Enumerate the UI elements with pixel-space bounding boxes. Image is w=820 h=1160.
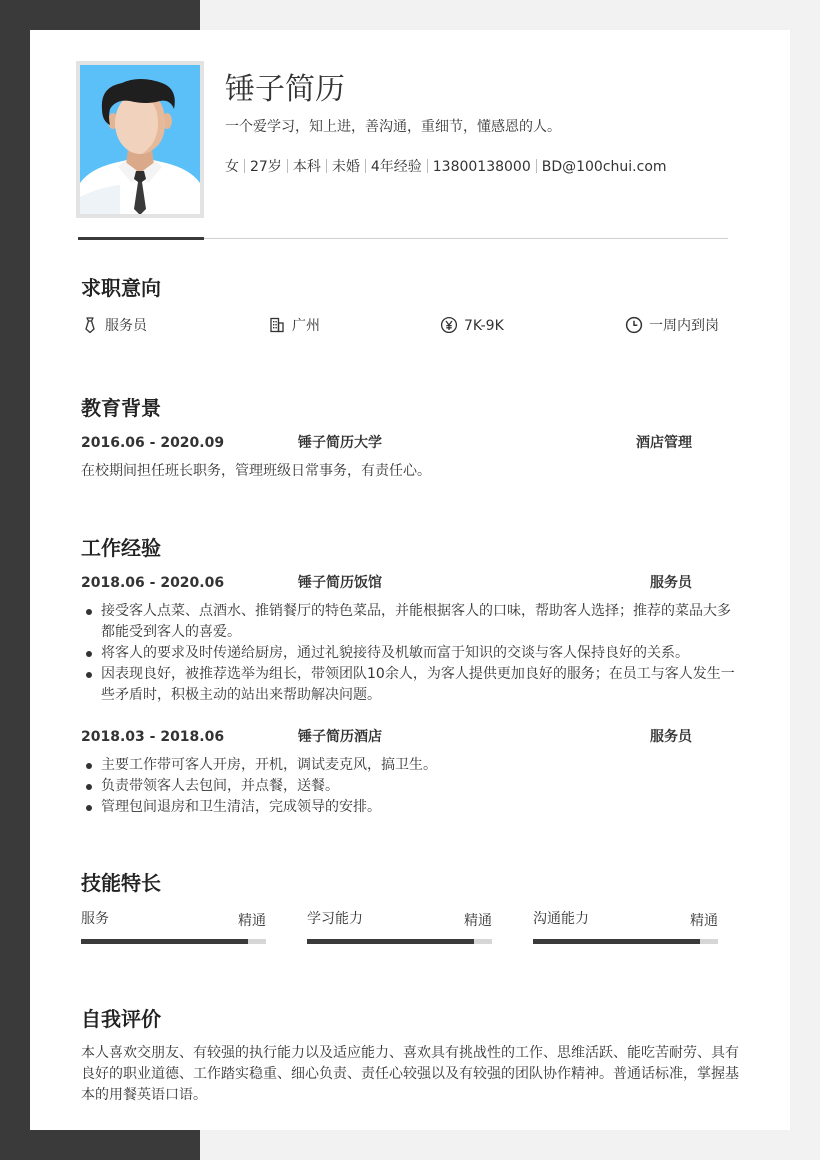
info-separator — [427, 159, 428, 173]
skill-level: 精通 — [690, 913, 718, 929]
skill-bar-fill — [307, 939, 474, 944]
skill-bar-track — [81, 939, 266, 944]
skill-name: 沟通能力 — [533, 911, 589, 927]
avatar-illustration — [80, 65, 200, 214]
work-2-role: 服务员 — [650, 729, 692, 745]
info-separator — [244, 159, 245, 173]
skill-bar-fill — [533, 939, 700, 944]
section-title-intent: 求职意向 — [81, 276, 161, 300]
education-school: 锤子简历大学 — [298, 435, 382, 451]
education-date: 2016.06 - 2020.09 — [81, 435, 225, 451]
skill-learning — [307, 910, 492, 950]
work-1-duties — [81, 601, 741, 706]
info-degree: 本科 — [292, 159, 321, 175]
info-email: BD@100chui.com — [541, 159, 667, 175]
work-1-company: 锤子简历饭馆 — [298, 575, 382, 591]
info-separator — [536, 159, 537, 173]
personal-info-line — [225, 158, 667, 176]
list-item: 因表现良好，被推荐选举为组长，带领团队10余人，为客人提供更加良好的服务；在员工与客人发生一些矛盾时，积极主动的站出来帮助解决问题。 — [81, 664, 741, 706]
self-evaluation-text: 本人喜欢交朋友、有较强的执行能力以及适应能力、喜欢具有挑战性的工作、思维活跃、能吃苦耐劳、具有良好的职业道德、工作踏实稳重、细心负责、责任心较强以及有较强的团队协作精神。普通话标准，掌握基本的用餐英语口语。 — [81, 1045, 739, 1103]
education-description: 在校期间担任班长职务，管理班级日常事务，有责任心。 — [81, 463, 431, 479]
list-item: 接受客人点菜、点酒水、推销餐厅的特色菜品，并能根据客人的口味，帮助客人选择；推荐的菜品大多都能受到客人的喜爱。 — [81, 601, 741, 643]
candidate-motto: 一个爱学习，知上进，善沟通，重细节，懂感恩的人。 — [225, 119, 561, 135]
yen-icon — [440, 316, 458, 334]
skill-name: 学习能力 — [307, 911, 363, 927]
section-title-work: 工作经验 — [81, 536, 161, 560]
info-separator — [287, 159, 288, 173]
info-phone: 13800138000 — [432, 159, 531, 175]
list-item: 负责带领客人去包间，并点餐，送餐。 — [81, 776, 741, 797]
intent-position — [81, 316, 147, 336]
info-gender: 女 — [225, 159, 239, 175]
info-marital: 未婚 — [331, 159, 360, 175]
list-item: 主要工作带可客人开房，开机，调试麦克风，搞卫生。 — [81, 755, 741, 776]
intent-salary — [440, 316, 504, 336]
candidate-name: 锤子简历 — [225, 72, 345, 107]
work-2-duties — [81, 755, 741, 818]
section-title-skills: 技能特长 — [81, 871, 161, 895]
intent-position-text: 服务员 — [105, 318, 147, 334]
work-2-date: 2018.03 - 2018.06 — [81, 729, 225, 745]
skill-bar-track — [307, 939, 492, 944]
skill-name: 服务 — [81, 911, 109, 927]
list-item: 管理包间退房和卫生清洁，完成领导的安排。 — [81, 797, 741, 818]
education-major: 酒店管理 — [636, 435, 692, 451]
skill-service — [81, 910, 266, 950]
skill-level: 精通 — [464, 913, 492, 929]
info-separator — [365, 159, 366, 173]
skill-bar-track — [533, 939, 718, 944]
intent-city — [268, 316, 320, 336]
skill-bar-fill — [81, 939, 248, 944]
intent-availability — [625, 316, 719, 336]
skill-communication — [533, 910, 718, 950]
building-icon — [268, 316, 286, 334]
section-title-self-evaluation: 自我评价 — [81, 1007, 161, 1031]
tie-icon — [81, 316, 99, 334]
work-1-role: 服务员 — [650, 575, 692, 591]
avatar — [76, 61, 204, 218]
info-experience: 4年经验 — [370, 159, 422, 175]
section-title-education: 教育背景 — [81, 396, 161, 420]
work-1-date: 2018.06 - 2020.06 — [81, 575, 225, 591]
intent-availability-text: 一周内到岗 — [649, 318, 719, 334]
header-rule-accent — [78, 237, 204, 240]
skill-level: 精通 — [238, 913, 266, 929]
work-2-company: 锤子简历酒店 — [298, 729, 382, 745]
header-rule — [204, 238, 728, 239]
list-item: 将客人的要求及时传递给厨房，通过礼貌接待及机敏而富于知识的交谈与客人保持良好的关系。 — [81, 643, 741, 664]
clock-icon — [625, 316, 643, 334]
intent-salary-text: 7K-9K — [464, 318, 504, 334]
info-separator — [326, 159, 327, 173]
intent-city-text: 广州 — [292, 318, 320, 334]
info-age: 27岁 — [250, 159, 282, 175]
